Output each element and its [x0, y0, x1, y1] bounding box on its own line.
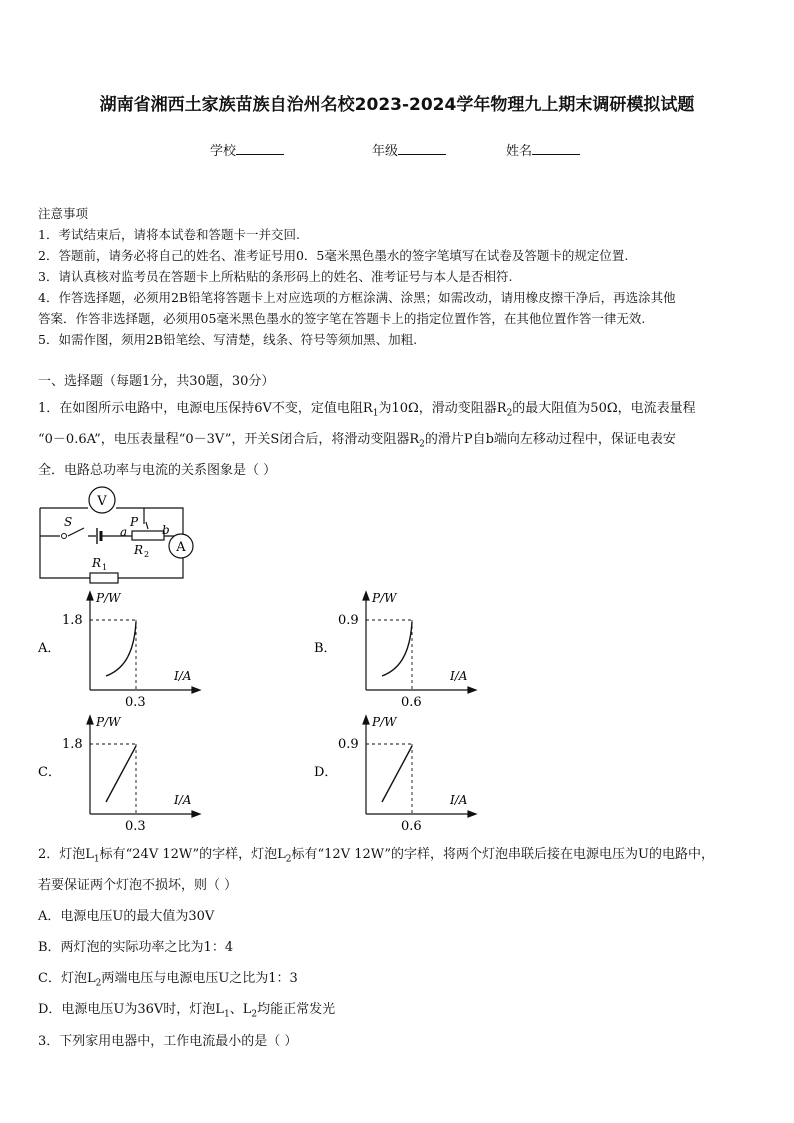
notice-item: 3．请认真核对监考员在答题卡上所粘贴的条形码上的姓名、准考证号与本人是否相符. [38, 269, 513, 284]
notice-heading: 注意事项 [38, 206, 89, 221]
y-tick: 0.9 [338, 737, 359, 752]
svg-text:S: S [64, 515, 73, 529]
option-label: B． [314, 641, 337, 656]
option-label: D． [314, 765, 338, 780]
graph-line [106, 746, 136, 802]
graph-svg [314, 714, 484, 839]
option-graph [38, 590, 208, 719]
x-tick: 0.3 [125, 695, 146, 710]
notice-item: 答案．作答非选择题，必须用05毫米黑色墨水的签字笔在答题卡上的指定位置作答，在其他位置作答一律无效. [38, 311, 646, 326]
voltmeter-label: V [97, 494, 107, 509]
x-axis-label: I/A [174, 793, 192, 807]
option-label: A． [38, 641, 61, 656]
grade-field[interactable] [372, 140, 446, 159]
svg-text:1: 1 [102, 563, 108, 572]
name-label: 姓名 [506, 144, 533, 159]
x-tick: 0.6 [401, 819, 422, 834]
x-axis-label: I/A [450, 669, 468, 683]
school-field[interactable] [210, 140, 284, 159]
page-title: 湖南省湘西土家族苗族自治州名校2023-2024学年物理九上期末调研模拟试题 [99, 95, 695, 115]
svg-text:R: R [92, 556, 102, 570]
svg-text:P: P [130, 515, 139, 529]
x-tick: 0.6 [401, 695, 422, 710]
switch-icon [62, 534, 67, 539]
notice-item: 5．如需作图，须用2B铅笔绘、写清楚，线条、符号等须加黑、加粗. [38, 332, 418, 347]
graph-svg [38, 590, 208, 715]
y-axis-label: P/W [372, 591, 397, 605]
option-graph [38, 714, 208, 843]
graph-svg [314, 590, 484, 715]
q2-line2: 若要保证两个灯泡不损坏，则（ ） [38, 878, 238, 893]
graph-curve [382, 622, 412, 676]
option-label: C． [38, 765, 61, 780]
notice-item: 2．答题前，请务必将自己的姓名、准考证号用0．5毫米黑色墨水的签字笔填写在试卷及答题卡的规定位置. [38, 248, 629, 263]
svg-text:R: R [134, 543, 144, 557]
option-graph [314, 590, 484, 719]
q2-option-d: D．电源电压U为36V时，灯泡$L_1$、$L_2$均能正常发光 [38, 1002, 336, 1020]
notice-item: 1．考试结束后，请将本试卷和答题卡一并交回. [38, 227, 300, 242]
graph-svg [38, 714, 208, 839]
y-axis-label: P/W [96, 591, 121, 605]
q2-option-b: B．两灯泡的实际功率之比为1：4 [38, 940, 234, 955]
graph-line [382, 746, 412, 802]
q1-line3: 全．电路总功率与电流的关系图象是（ ） [38, 463, 277, 478]
q2-line1: 2．灯泡$L_1$标有“24V 12W”的字样，灯泡$L_2$标有“12V 12W”的字样，将两个灯泡串联后接在电源电压为U的电路中， [38, 847, 714, 865]
x-tick: 0.3 [125, 819, 146, 834]
section-heading: 一、选择题（每题1分，共30题，30分） [38, 374, 275, 389]
resistor-icon [90, 573, 118, 583]
y-axis-label: P/W [96, 715, 121, 729]
svg-text:a: a [120, 525, 128, 539]
y-axis-label: P/W [372, 715, 397, 729]
y-tick: 0.9 [338, 613, 359, 628]
y-tick: 1.8 [62, 737, 83, 752]
school-label: 学校 [210, 144, 237, 159]
svg-text:b: b [162, 523, 170, 537]
ammeter-label: A [176, 540, 186, 555]
q2-option-c: C．灯泡$L_2$两端电压与电源电压U之比为1：3 [38, 971, 298, 989]
graph-curve [106, 622, 136, 676]
svg-text:2: 2 [144, 550, 150, 559]
q2-option-a: A．电源电压U的最大值为30V [38, 909, 215, 924]
circuit-diagram [38, 484, 198, 584]
grade-label: 年级 [372, 144, 399, 159]
x-axis-label: I/A [174, 669, 192, 683]
y-tick: 1.8 [62, 613, 83, 628]
name-field[interactable] [506, 140, 580, 159]
q1-line1: 1．在如图所示电路中，电源电压保持6V不变，定值电阻$R_1$为10Ω，滑动变阻器$R_2$的最大阻值为50Ω，电流表量程 [38, 401, 696, 419]
q3-line: 3．下列家用电器中，工作电流最小的是（ ） [38, 1034, 298, 1049]
q1-line2: “0－0.6A”，电压表量程“0－3V”，开关S闭合后，将滑动变阻器$R_2$的滑片P自b端向左移动过程中，保证电表安 [38, 432, 676, 450]
rheostat-icon [132, 531, 164, 540]
x-axis-label: I/A [450, 793, 468, 807]
notice-item: 4．作答选择题，必须用2B铅笔将答题卡上对应选项的方框涂满、涂黑；如需改动，请用橡皮擦干净后，再选涂其他 [38, 290, 676, 305]
option-graph [314, 714, 484, 843]
